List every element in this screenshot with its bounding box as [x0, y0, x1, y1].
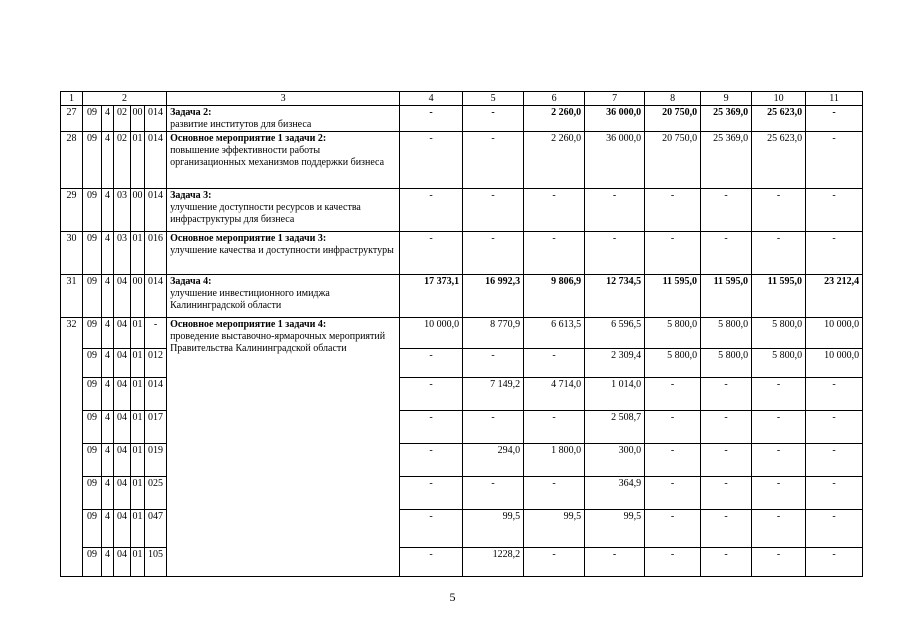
value-cell: - — [400, 477, 463, 510]
value-cell: - — [463, 106, 524, 132]
code-cell: 09 — [83, 411, 102, 444]
code-cell: 014 — [145, 132, 167, 189]
value-cell: 1228,2 — [463, 548, 524, 577]
header-cell: 3 — [167, 92, 400, 106]
value-cell: - — [463, 232, 524, 275]
code-cell: 04 — [114, 477, 131, 510]
value-cell: - — [400, 232, 463, 275]
value-cell: 10 000,0 — [806, 349, 863, 378]
code-cell: 09 — [83, 548, 102, 577]
value-cell: - — [701, 232, 752, 275]
code-cell: 09 — [83, 106, 102, 132]
value-cell: - — [645, 232, 701, 275]
value-cell: - — [752, 378, 806, 411]
value-cell: - — [752, 411, 806, 444]
code-cell: 04 — [114, 275, 131, 318]
value-cell: 6 596,5 — [585, 318, 645, 349]
description-cell — [167, 189, 400, 232]
code-cell: 01 — [131, 318, 145, 349]
task-title: Задача 4: — [170, 276, 212, 287]
row-number-cell: 32 — [61, 318, 83, 577]
code-cell: 016 — [145, 232, 167, 275]
code-cell: 017 — [145, 411, 167, 444]
value-cell: - — [752, 477, 806, 510]
task-description: улучшение инвестиционного имиджа Калининградской области — [170, 288, 330, 311]
value-cell: 5 800,0 — [645, 318, 701, 349]
code-cell: 4 — [102, 189, 114, 232]
code-cell: 01 — [131, 132, 145, 189]
code-cell: 01 — [131, 510, 145, 548]
code-cell: 00 — [131, 189, 145, 232]
value-cell: - — [524, 411, 585, 444]
value-cell: 300,0 — [585, 444, 645, 477]
description-cell — [167, 106, 400, 132]
code-cell: 4 — [102, 510, 114, 548]
value-cell: - — [400, 106, 463, 132]
value-cell: 2 309,4 — [585, 349, 645, 378]
value-cell: 25 623,0 — [752, 132, 806, 189]
code-cell: 04 — [114, 318, 131, 349]
code-cell: 025 — [145, 477, 167, 510]
code-cell: 01 — [131, 411, 145, 444]
code-cell: 4 — [102, 106, 114, 132]
code-cell: 02 — [114, 132, 131, 189]
value-cell: 364,9 — [585, 477, 645, 510]
page-number: 5 — [449, 590, 456, 604]
code-cell: 09 — [83, 275, 102, 318]
code-cell: 00 — [131, 106, 145, 132]
description-cell — [167, 132, 400, 189]
value-cell: - — [463, 349, 524, 378]
code-cell: 4 — [102, 318, 114, 349]
code-cell: 01 — [131, 444, 145, 477]
code-cell: 04 — [114, 411, 131, 444]
value-cell: - — [701, 510, 752, 548]
table-row — [61, 106, 863, 132]
value-cell: - — [463, 411, 524, 444]
value-cell: - — [701, 548, 752, 577]
value-cell: 99,5 — [463, 510, 524, 548]
value-cell: 10 000,0 — [806, 318, 863, 349]
value-cell: - — [806, 548, 863, 577]
table-row — [61, 189, 863, 232]
code-cell: 105 — [145, 548, 167, 577]
value-cell: - — [400, 189, 463, 232]
value-cell: - — [645, 411, 701, 444]
value-cell: 23 212,4 — [806, 275, 863, 318]
row-number-cell: 28 — [61, 132, 83, 189]
description-cell — [167, 318, 400, 577]
value-cell: - — [463, 477, 524, 510]
value-cell: - — [585, 189, 645, 232]
value-cell: - — [524, 548, 585, 577]
value-cell: 5 800,0 — [645, 349, 701, 378]
value-cell: 7 149,2 — [463, 378, 524, 411]
header-cell: 8 — [645, 92, 701, 106]
code-cell: 09 — [83, 378, 102, 411]
value-cell: 99,5 — [524, 510, 585, 548]
header-cell: 11 — [806, 92, 863, 106]
header-cell: 7 — [585, 92, 645, 106]
value-cell: - — [752, 189, 806, 232]
code-cell: 09 — [83, 132, 102, 189]
code-cell: 012 — [145, 349, 167, 378]
code-cell: 4 — [102, 378, 114, 411]
task-title: Задача 3: — [170, 190, 212, 201]
value-cell: - — [524, 189, 585, 232]
value-cell: - — [701, 477, 752, 510]
value-cell: - — [400, 349, 463, 378]
description-cell — [167, 275, 400, 318]
row-number-cell: 29 — [61, 189, 83, 232]
code-cell: 01 — [131, 349, 145, 378]
value-cell: 10 000,0 — [400, 318, 463, 349]
task-description: проведение выставочно-ярмарочных мероприятий Правительства Калининградской области — [170, 331, 386, 354]
value-cell: - — [806, 444, 863, 477]
value-cell: - — [645, 548, 701, 577]
header-cell: 6 — [524, 92, 585, 106]
header-cell: 9 — [701, 92, 752, 106]
code-cell: 4 — [102, 477, 114, 510]
value-cell: - — [524, 349, 585, 378]
code-cell: 4 — [102, 548, 114, 577]
header-cell: 1 — [61, 92, 83, 106]
value-cell: 6 613,5 — [524, 318, 585, 349]
table-row — [61, 275, 863, 318]
value-cell: 1 014,0 — [585, 378, 645, 411]
value-cell: - — [806, 232, 863, 275]
task-title: Основное мероприятие 1 задачи 2: — [170, 133, 327, 144]
header-row — [61, 92, 863, 106]
code-cell: 019 — [145, 444, 167, 477]
value-cell: 11 595,0 — [701, 275, 752, 318]
value-cell: - — [806, 378, 863, 411]
code-cell: 4 — [102, 349, 114, 378]
row-number-cell: 30 — [61, 232, 83, 275]
value-cell: - — [752, 510, 806, 548]
code-cell: 01 — [131, 548, 145, 577]
code-cell: 09 — [83, 444, 102, 477]
table-row — [61, 132, 863, 189]
code-cell: 014 — [145, 189, 167, 232]
code-cell: 014 — [145, 378, 167, 411]
task-title: Задача 2: — [170, 107, 212, 118]
value-cell: 294,0 — [463, 444, 524, 477]
value-cell: - — [645, 189, 701, 232]
code-cell: 09 — [83, 232, 102, 275]
value-cell: - — [806, 106, 863, 132]
value-cell: - — [806, 189, 863, 232]
code-cell: 4 — [102, 132, 114, 189]
value-cell: 20 750,0 — [645, 106, 701, 132]
header-cell: 10 — [752, 92, 806, 106]
code-cell: 03 — [114, 189, 131, 232]
value-cell: 2 508,7 — [585, 411, 645, 444]
task-description: повышение эффективности работы организационных механизмов поддержки бизнеса — [170, 145, 385, 168]
value-cell: - — [400, 378, 463, 411]
value-cell: 12 734,5 — [585, 275, 645, 318]
value-cell: 2 260,0 — [524, 132, 585, 189]
value-cell: 20 750,0 — [645, 132, 701, 189]
value-cell: 25 369,0 — [701, 132, 752, 189]
task-description: улучшение доступности ресурсов и качества инфраструктуры для бизнеса — [170, 202, 361, 225]
value-cell: 4 714,0 — [524, 378, 585, 411]
code-cell: 09 — [83, 477, 102, 510]
code-cell: 01 — [131, 232, 145, 275]
value-cell: 2 260,0 — [524, 106, 585, 132]
code-cell: 09 — [83, 318, 102, 349]
header-cell: 5 — [463, 92, 524, 106]
value-cell: 17 373,1 — [400, 275, 463, 318]
value-cell: 25 369,0 — [701, 106, 752, 132]
value-cell: - — [701, 378, 752, 411]
value-cell: 9 806,9 — [524, 275, 585, 318]
code-cell: 09 — [83, 189, 102, 232]
header-cell: 4 — [400, 92, 463, 106]
code-cell: 01 — [131, 477, 145, 510]
value-cell: - — [524, 232, 585, 275]
value-cell: 5 800,0 — [701, 318, 752, 349]
value-cell: 8 770,9 — [463, 318, 524, 349]
code-cell: 4 — [102, 411, 114, 444]
value-cell: - — [400, 548, 463, 577]
value-cell: 11 595,0 — [645, 275, 701, 318]
code-cell: 01 — [131, 378, 145, 411]
table-row — [61, 232, 863, 275]
value-cell: 11 595,0 — [752, 275, 806, 318]
value-cell: - — [463, 132, 524, 189]
value-cell: - — [400, 132, 463, 189]
code-cell: 00 — [131, 275, 145, 318]
row-number-cell: 31 — [61, 275, 83, 318]
value-cell: - — [752, 232, 806, 275]
value-cell: 5 800,0 — [752, 318, 806, 349]
value-cell: - — [806, 411, 863, 444]
value-cell: - — [400, 510, 463, 548]
code-cell: 014 — [145, 106, 167, 132]
code-cell: 04 — [114, 444, 131, 477]
code-cell: 014 — [145, 275, 167, 318]
task-title: Основное мероприятие 1 задачи 3: — [170, 233, 327, 244]
code-cell: 04 — [114, 548, 131, 577]
code-cell: 09 — [83, 510, 102, 548]
code-cell: 04 — [114, 378, 131, 411]
value-cell: - — [463, 189, 524, 232]
value-cell: - — [701, 444, 752, 477]
description-cell — [167, 232, 400, 275]
value-cell: 36 000,0 — [585, 132, 645, 189]
value-cell: 25 623,0 — [752, 106, 806, 132]
code-cell: 4 — [102, 444, 114, 477]
value-cell: 99,5 — [585, 510, 645, 548]
value-cell: - — [585, 232, 645, 275]
task-title: Основное мероприятие 1 задачи 4: — [170, 319, 327, 330]
code-cell: 047 — [145, 510, 167, 548]
value-cell: 5 800,0 — [752, 349, 806, 378]
code-cell: 04 — [114, 349, 131, 378]
value-cell: - — [524, 477, 585, 510]
code-cell: 09 — [83, 349, 102, 378]
value-cell: 16 992,3 — [463, 275, 524, 318]
value-cell: - — [645, 510, 701, 548]
code-cell: 04 — [114, 510, 131, 548]
code-cell: 03 — [114, 232, 131, 275]
code-cell: 4 — [102, 275, 114, 318]
value-cell: 36 000,0 — [585, 106, 645, 132]
budget-table — [60, 91, 863, 577]
row-number-cell: 27 — [61, 106, 83, 132]
value-cell: - — [400, 444, 463, 477]
code-cell: 02 — [114, 106, 131, 132]
value-cell: - — [645, 477, 701, 510]
value-cell: - — [806, 132, 863, 189]
value-cell: - — [806, 477, 863, 510]
value-cell: - — [400, 411, 463, 444]
value-cell: - — [585, 548, 645, 577]
value-cell: - — [806, 510, 863, 548]
value-cell: - — [752, 548, 806, 577]
value-cell: 5 800,0 — [701, 349, 752, 378]
task-description: улучшение качества и доступности инфраструктуры — [170, 245, 394, 256]
value-cell: - — [701, 189, 752, 232]
code-cell: 4 — [102, 232, 114, 275]
header-cell: 2 — [83, 92, 167, 106]
table-row — [61, 318, 863, 349]
value-cell: - — [752, 444, 806, 477]
code-cell: - — [145, 318, 167, 349]
value-cell: - — [701, 411, 752, 444]
value-cell: 1 800,0 — [524, 444, 585, 477]
task-description: развитие институтов для бизнеса — [170, 119, 312, 130]
value-cell: - — [645, 444, 701, 477]
value-cell: - — [645, 378, 701, 411]
